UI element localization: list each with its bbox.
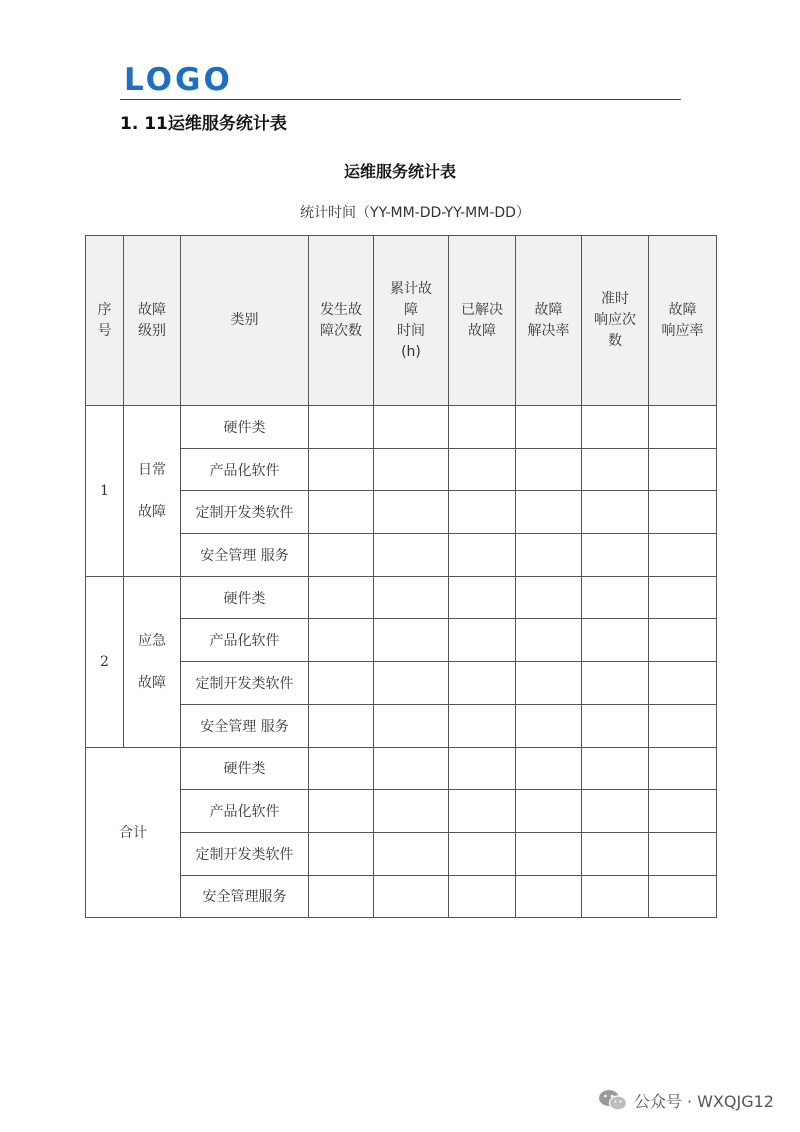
table-row xyxy=(86,534,717,577)
logo: LOGO xyxy=(124,62,233,98)
data-cell[interactable] xyxy=(449,406,516,449)
data-cell[interactable] xyxy=(309,491,374,534)
table-row xyxy=(86,704,717,747)
data-cell[interactable] xyxy=(449,832,516,875)
category-cell: 安全管理服务 xyxy=(181,875,309,918)
table-row xyxy=(86,790,717,833)
data-cell[interactable] xyxy=(309,704,374,747)
header-category: 类别 xyxy=(181,236,309,406)
table-header-row xyxy=(86,236,717,406)
data-cell[interactable] xyxy=(449,790,516,833)
data-cell[interactable] xyxy=(516,790,582,833)
header-seq: 序 号 xyxy=(86,236,124,406)
total-label: 合计 xyxy=(86,747,181,918)
data-cell[interactable] xyxy=(516,832,582,875)
data-cell[interactable] xyxy=(582,448,649,491)
category-cell: 产品化软件 xyxy=(181,619,309,662)
data-cell[interactable] xyxy=(516,491,582,534)
category-cell: 定制开发类软件 xyxy=(181,662,309,705)
data-cell[interactable] xyxy=(309,747,374,790)
data-cell[interactable] xyxy=(309,534,374,577)
data-cell[interactable] xyxy=(309,406,374,449)
category-cell: 安全管理 服务 xyxy=(181,534,309,577)
data-cell[interactable] xyxy=(649,491,717,534)
header-ontime-count: 准时 响应次 数 xyxy=(582,236,649,406)
watermark-footer xyxy=(598,1088,774,1112)
data-cell[interactable] xyxy=(649,875,717,918)
header-resolved: 已解决 故障 xyxy=(449,236,516,406)
header-resolve-rate: 故障 解决率 xyxy=(516,236,582,406)
data-cell[interactable] xyxy=(374,875,449,918)
header-fault-level: 故障 级别 xyxy=(124,236,181,406)
group-seq: 2 xyxy=(86,576,124,747)
table-row xyxy=(86,662,717,705)
data-cell[interactable] xyxy=(449,662,516,705)
data-cell[interactable] xyxy=(649,576,717,619)
data-cell[interactable] xyxy=(516,406,582,449)
category-cell: 安全管理 服务 xyxy=(181,704,309,747)
data-cell[interactable] xyxy=(309,662,374,705)
data-cell[interactable] xyxy=(449,619,516,662)
data-cell[interactable] xyxy=(309,790,374,833)
category-cell: 硬件类 xyxy=(181,747,309,790)
data-cell[interactable] xyxy=(582,875,649,918)
group-level: 应急 故障 xyxy=(124,576,181,747)
table-title: 运维服务统计表 xyxy=(343,162,456,181)
data-cell[interactable] xyxy=(449,704,516,747)
category-cell: 硬件类 xyxy=(181,576,309,619)
service-stats-table xyxy=(85,235,717,918)
data-cell[interactable] xyxy=(374,747,449,790)
data-cell[interactable] xyxy=(374,491,449,534)
data-cell[interactable] xyxy=(449,747,516,790)
table-row xyxy=(86,448,717,491)
data-cell[interactable] xyxy=(516,662,582,705)
data-cell[interactable] xyxy=(649,832,717,875)
category-cell: 产品化软件 xyxy=(181,448,309,491)
group-seq: 1 xyxy=(86,406,124,577)
data-cell[interactable] xyxy=(582,790,649,833)
table-row xyxy=(86,491,717,534)
data-cell[interactable] xyxy=(374,448,449,491)
data-cell[interactable] xyxy=(449,491,516,534)
data-cell[interactable] xyxy=(649,448,717,491)
category-cell: 硬件类 xyxy=(181,406,309,449)
data-cell[interactable] xyxy=(649,790,717,833)
wechat-icon xyxy=(598,1088,628,1112)
data-cell[interactable] xyxy=(449,576,516,619)
data-cell[interactable] xyxy=(374,406,449,449)
section-title: 1. 11运维服务统计表 xyxy=(120,114,287,134)
data-cell[interactable] xyxy=(449,875,516,918)
data-cell[interactable] xyxy=(516,747,582,790)
table-row xyxy=(86,619,717,662)
header-response-rate: 故障 响应率 xyxy=(649,236,717,406)
data-cell[interactable] xyxy=(374,619,449,662)
data-cell[interactable] xyxy=(582,832,649,875)
data-cell[interactable] xyxy=(582,406,649,449)
data-cell[interactable] xyxy=(516,448,582,491)
data-cell[interactable] xyxy=(649,747,717,790)
data-cell[interactable] xyxy=(582,662,649,705)
data-cell[interactable] xyxy=(516,619,582,662)
data-cell[interactable] xyxy=(516,576,582,619)
data-cell[interactable] xyxy=(374,662,449,705)
data-cell[interactable] xyxy=(516,704,582,747)
header-cumulative-time: 累计故 障 时间 (h) xyxy=(374,236,449,406)
table-row xyxy=(86,832,717,875)
data-cell[interactable] xyxy=(309,832,374,875)
data-cell[interactable] xyxy=(309,448,374,491)
data-cell[interactable] xyxy=(582,747,649,790)
data-cell[interactable] xyxy=(516,534,582,577)
data-cell[interactable] xyxy=(649,662,717,705)
data-cell[interactable] xyxy=(582,576,649,619)
data-cell[interactable] xyxy=(309,875,374,918)
data-cell[interactable] xyxy=(309,619,374,662)
data-cell[interactable] xyxy=(649,406,717,449)
header-occurrence-count: 发生故 障次数 xyxy=(309,236,374,406)
footer-account: 公众号 · WXQJG12 xyxy=(633,1091,774,1111)
table-row xyxy=(86,406,717,449)
data-cell[interactable] xyxy=(374,534,449,577)
data-cell[interactable] xyxy=(649,704,717,747)
data-cell[interactable] xyxy=(582,704,649,747)
table-row xyxy=(86,576,717,619)
data-cell[interactable] xyxy=(374,704,449,747)
data-cell[interactable] xyxy=(374,790,449,833)
data-cell[interactable] xyxy=(582,491,649,534)
data-cell[interactable] xyxy=(374,832,449,875)
data-cell[interactable] xyxy=(449,534,516,577)
data-cell[interactable] xyxy=(449,448,516,491)
header-divider xyxy=(120,99,681,100)
data-cell[interactable] xyxy=(516,875,582,918)
data-cell[interactable] xyxy=(582,534,649,577)
category-cell: 定制开发类软件 xyxy=(181,491,309,534)
table-row xyxy=(86,747,717,790)
category-cell: 定制开发类软件 xyxy=(181,832,309,875)
data-cell[interactable] xyxy=(309,576,374,619)
data-cell[interactable] xyxy=(374,576,449,619)
data-cell[interactable] xyxy=(649,619,717,662)
category-cell: 产品化软件 xyxy=(181,790,309,833)
group-level: 日常 故障 xyxy=(124,406,181,577)
stat-time-label: 统计时间（YY-MM-DD-YY-MM-DD） xyxy=(300,205,530,221)
data-cell[interactable] xyxy=(582,619,649,662)
table-row xyxy=(86,875,717,918)
data-cell[interactable] xyxy=(649,534,717,577)
